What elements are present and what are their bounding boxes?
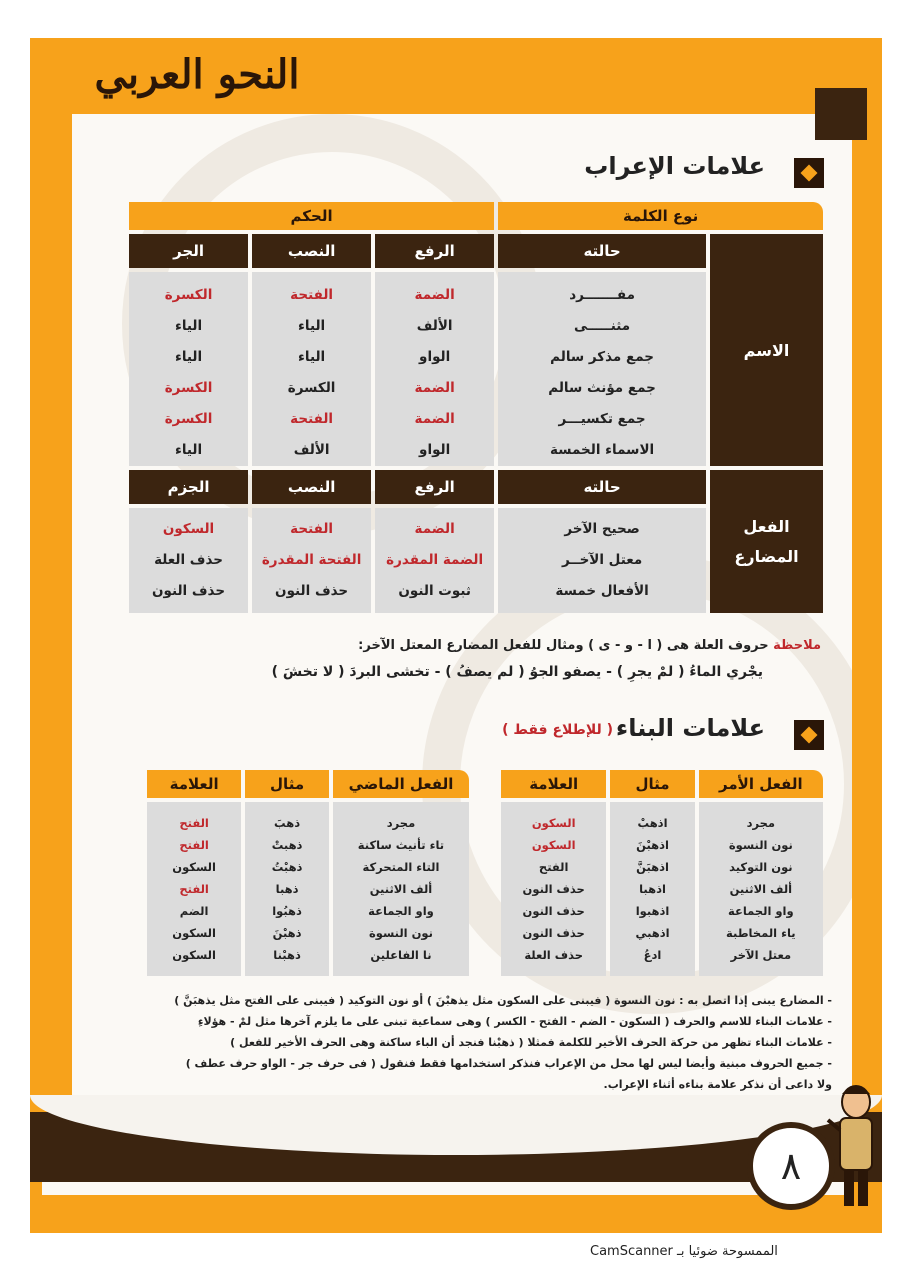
imp-examples-cell: [610, 802, 694, 976]
past-verb: واو الجماعة: [368, 904, 434, 918]
word-type-header: نوع الكلمة: [498, 202, 823, 230]
noun-jar-cell: [129, 272, 248, 466]
noun-jar: الياء: [174, 318, 203, 334]
imperative-table: [497, 766, 827, 980]
notes-item: - علامات البناء للاسم والحرف ( السكون - الضم - الفتح - الكسر ) وهى سماعية تبنى على ما يلزم آخرها مثل لمْ - هؤلاءِ: [197, 1015, 832, 1028]
page-number: ٨: [747, 1122, 835, 1210]
past-verbs-cell: [333, 802, 469, 976]
past-sign: الفتح: [179, 882, 209, 896]
section2-title: علامات البناء: [615, 714, 765, 742]
past-table: [143, 766, 473, 980]
notes-item: - علامات البناء تظهر من حركة الحرف الأخير للكلمة فمثلا ( ذهبْنا فنجد أن الباء ساكنة وهى الحرف الأخير للفعل ): [230, 1036, 832, 1049]
noun-jar: الكسرة: [164, 411, 213, 427]
noun-raf: الضمة: [414, 411, 455, 427]
past-sign: الضم: [179, 904, 209, 918]
section1-title: علامات الإعراب: [584, 152, 765, 180]
note-text: حروف العلة هى ( ا - و - ى ) ومثال للفعل المضارع المعتل الآخر:: [358, 638, 769, 653]
verb-raf-cell: [375, 508, 494, 613]
scanner-caption: الممسوحة ضوئيا بـ CamScanner: [590, 1244, 778, 1259]
verb-label-line1: الفعل: [743, 516, 790, 536]
verb-nasb: الفتحة المقدرة: [261, 552, 362, 568]
past-verb: التاء المتحركة: [362, 860, 440, 874]
noun-state: جمع تكسيـــر: [558, 411, 646, 427]
verb-jazm: حذف العلة: [154, 552, 223, 568]
noun-raf: الضمة: [414, 380, 455, 396]
verb-col-nasb: النصب: [252, 470, 371, 504]
noun-state: مثنـــــى: [574, 318, 631, 334]
imp-verb: نون التوكيد: [729, 860, 793, 874]
imp-example: اذهبا: [639, 882, 666, 896]
note-line-1: [358, 638, 821, 653]
imp-verb: مجرد: [746, 816, 776, 830]
notes-item: ولا داعى أن نذكر علامة بناءه أثناء الإعراب.: [603, 1078, 832, 1091]
note-line-2: يجْري الماءُ ( لمْ يجرِ ) - يصفو الجوُ ( لم يصفُ ) - تخشى البردَ ( لا تخشَ ): [271, 664, 763, 680]
noun-raf: الواو: [419, 442, 451, 458]
verb-state: الأفعال خمسة: [555, 583, 649, 599]
past-example: ذهبا: [275, 882, 299, 896]
past-sign: الفتح: [179, 838, 209, 852]
verb-label-line2: المضارع: [734, 546, 799, 566]
left-strip: [30, 114, 72, 1114]
past-sign: السكون: [172, 926, 216, 940]
verb-col-jazm: الجزم: [129, 470, 248, 504]
imp-col-example: مثال: [610, 770, 694, 798]
verb-nasb-cell: [252, 508, 371, 613]
logo: النحو العربي: [94, 51, 300, 98]
verb-label: [710, 470, 823, 613]
section-diamond-icon: [794, 158, 824, 188]
noun-col-state: حالته: [498, 234, 706, 268]
verb-raf: الضمة: [414, 521, 455, 537]
noun-raf: الضمة: [414, 287, 455, 303]
noun-state: الاسماء الخمسة: [550, 442, 655, 458]
noun-raf: الألف: [416, 318, 453, 334]
noun-jar: الياء: [174, 442, 203, 458]
past-col-example: مثال: [245, 770, 329, 798]
imp-example: اذهبَنَّ: [636, 860, 669, 874]
verb-state: صحيح الآخر: [564, 521, 640, 537]
imp-example: اذهبْنَ: [636, 838, 669, 852]
past-verb: نون النسوة: [368, 926, 433, 940]
noun-nasb: الياء: [298, 349, 326, 365]
past-col-verb: الفعل الماضي: [333, 770, 469, 798]
past-verb: نا الفاعلين: [370, 948, 432, 962]
noun-state: جمع مؤنث سالم: [548, 380, 656, 396]
noun-nasb-cell: [252, 272, 371, 466]
imp-sign: حذف النون: [522, 926, 585, 940]
noun-nasb: الفتحة: [290, 411, 334, 427]
past-sign: السكون: [172, 860, 216, 874]
imp-sign: الفتح: [538, 860, 569, 874]
ruling-header: الحكم: [129, 202, 494, 230]
imp-sign: حذف النون: [522, 882, 585, 896]
notes-item: - المضارع يبنى إذا اتصل به : نون النسوة ( فيبنى على السكون مثل يذهبْنَ ) أو نون التوكيد ( فيبنى على الفتح مثل يذهبَنَّ ): [174, 994, 832, 1007]
verb-nasb: حذف النون: [275, 583, 349, 599]
noun-nasb: الفتحة: [290, 287, 334, 303]
imp-example: اذهبي: [635, 926, 670, 940]
imp-sign: حذف العلة: [524, 948, 584, 962]
iraab-table: [125, 198, 827, 617]
corner-square: [815, 88, 867, 140]
verb-col-state: حالته: [498, 470, 706, 504]
noun-state: مفـــــــرد: [569, 287, 635, 303]
imp-col-sign: العلامة: [501, 770, 606, 798]
imp-col-verb: الفعل الأمر: [699, 770, 823, 798]
past-verb: تاء تأنيث ساكنة: [357, 838, 445, 852]
section2-subtitle: ( للإطلاع فقط ): [502, 722, 613, 738]
imp-example: اذهبْ: [637, 816, 668, 830]
past-example: ذهبْتُ: [271, 860, 303, 874]
imp-example: اذهبوا: [635, 904, 670, 918]
imp-example: ادعُ: [643, 948, 662, 962]
verb-nasb: الفتحة: [290, 521, 334, 537]
verb-jazm-cell: [129, 508, 248, 613]
noun-col-nasb: النصب: [252, 234, 371, 268]
noun-state: جمع مذكر سالم: [550, 349, 654, 365]
verb-raf: ثبوت النون: [398, 583, 471, 599]
noun-nasb: الكسرة: [287, 380, 336, 396]
noun-nasb: الألف: [293, 442, 330, 458]
past-signs-cell: [147, 802, 241, 976]
past-col-sign: العلامة: [147, 770, 241, 798]
noun-raf: الواو: [419, 349, 451, 365]
note-label: ملاحظة: [773, 638, 821, 653]
notes-list: [120, 990, 832, 1095]
noun-col-jar: الجر: [129, 234, 248, 268]
imp-signs-cell: [501, 802, 606, 976]
notes-item: - جميع الحروف مبنية وأيضا ليس لها محل من الإعراب فنذكر استخدامها فقط فنقول ( فى حرف جر - الواو حرف عطف ): [185, 1057, 832, 1070]
past-example: ذهبْنا: [273, 948, 301, 962]
noun-jar: الكسرة: [164, 287, 213, 303]
verb-raf: الضمة المقدرة: [386, 552, 484, 568]
verb-states-cell: [498, 508, 706, 613]
past-verb: ألف الاثنين: [369, 882, 433, 896]
past-example: ذهبتْ: [271, 838, 303, 852]
past-example: ذهبَ: [274, 816, 301, 830]
verb-col-raf: الرفع: [375, 470, 494, 504]
imp-verb: ألف الاثنين: [729, 882, 793, 896]
noun-jar: الكسرة: [164, 380, 213, 396]
past-example: ذهبُوا: [272, 904, 302, 918]
noun-jar: الياء: [174, 349, 203, 365]
imp-sign: السكون: [531, 816, 576, 830]
past-example: ذهبْنَ: [272, 926, 302, 940]
noun-raf-cell: [375, 272, 494, 466]
noun-col-raf: الرفع: [375, 234, 494, 268]
imp-sign: السكون: [531, 838, 576, 852]
verb-jazm: السكون: [162, 521, 215, 537]
noun-label: الاسم: [710, 234, 823, 466]
past-verb: مجرد: [386, 816, 416, 830]
imp-verb: ياء المخاطبة: [726, 926, 796, 940]
section-diamond-icon: [794, 720, 824, 750]
imp-verb: نون النسوة: [728, 838, 793, 852]
imp-verbs-cell: [699, 802, 823, 976]
past-sign: السكون: [172, 948, 216, 962]
imp-sign: حذف النون: [522, 904, 585, 918]
past-examples-cell: [245, 802, 329, 976]
imp-verb: معتل الآخر: [730, 948, 792, 962]
imp-verb: واو الجماعة: [728, 904, 794, 918]
verb-state: معتل الآخــر: [561, 552, 643, 568]
past-sign: الفتح: [179, 816, 209, 830]
verb-jazm: حذف النون: [151, 583, 226, 599]
mascot-icon: [826, 1080, 880, 1210]
noun-states-cell: [498, 272, 706, 466]
noun-nasb: الياء: [298, 318, 326, 334]
